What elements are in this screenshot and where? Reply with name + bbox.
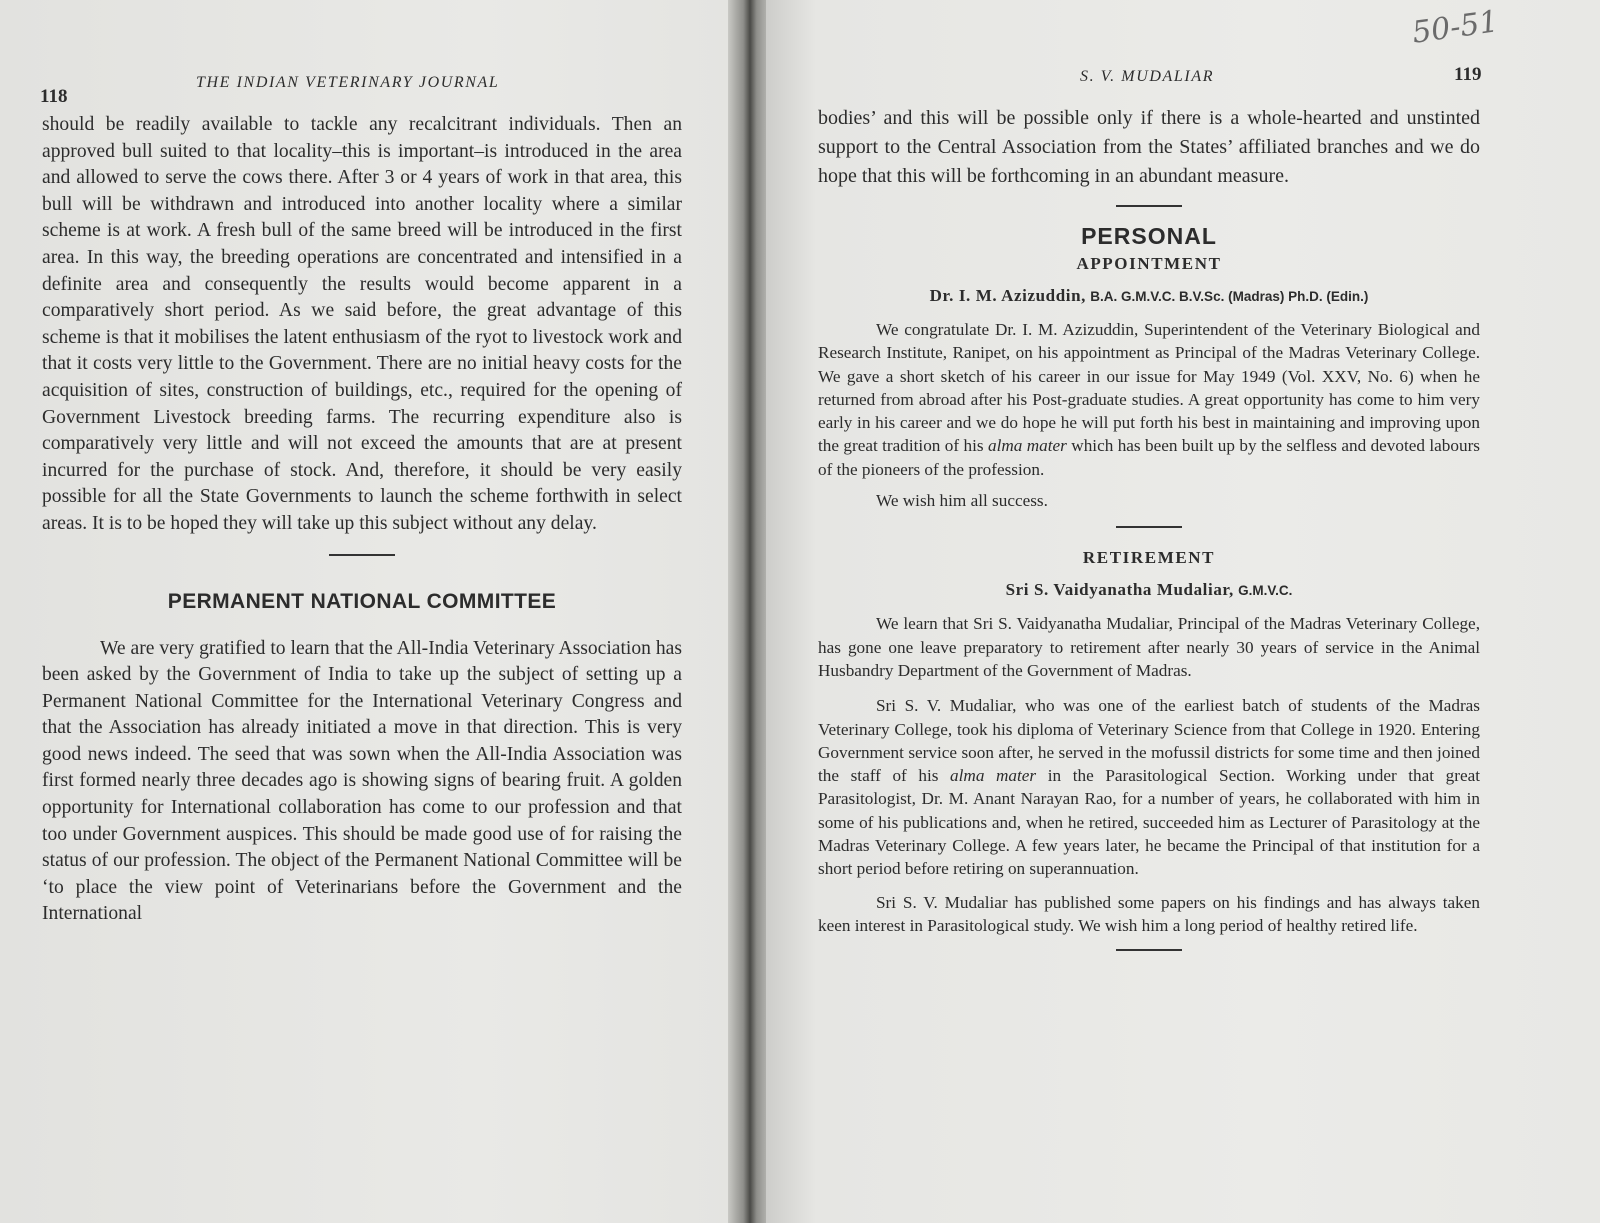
- person-degrees: B.A. G.M.V.C. B.V.Sc. (Madras) Ph.D. (Edin.): [1090, 289, 1369, 304]
- section-divider: [329, 554, 395, 556]
- person-name-text: Sri S. Vaidyanatha Mudaliar,: [1005, 580, 1234, 600]
- subheading: RETIREMENT: [1082, 548, 1216, 568]
- body-paragraph: We wish him all success.: [876, 491, 1048, 511]
- person-degrees: G.M.V.C.: [1238, 583, 1293, 599]
- body-paragraph: should be readily available to tackle any recalcitrant individuals. Then an approved bull suited to that locality–this is important–is introduced in the area and allowed to serve the cows there. After 3 or 4 years of work in that area, this bull will be withdrawn and introduced into another locality where a similar scheme is at work. A fresh bull of the same breed will be introduced in the first area. In this way, the breeding operations are concentrated and intensified in a definite area and consequently the results would become apparent in a comparatively short period. As we said before, the great advantage of this scheme is that it mobilises the latent enthusiasm of the ryot to livestock work and that it costs very little to the Government. There are no initial heavy costs for the acquisition of sites, construction of buildings, etc., required for the opening of Government Livestock breeding farms. The recurring expenditure also is comparatively very little and will not exceed the amounts that are at present incurred for the purchase of stock. And, therefore, it should be very easily possible for all the State Governments to launch the scheme forthwith in select areas. It is to be hoped they will take up this subject without any delay.: [42, 114, 682, 534]
- right-page: [766, 0, 1600, 1223]
- person-name: [818, 580, 1480, 600]
- section-heading: PERMANENT NATIONAL COMMITTEE: [167, 589, 557, 613]
- running-head: THE INDIAN VETERINARY JOURNAL: [196, 74, 500, 91]
- section-divider: [1116, 205, 1182, 207]
- paragraph-text: We congratulate Dr. I. M. Azizuddin, Superintendent of the Veterinary Biological and Research Institute, Ranipet, on his appointment as Principal of the Madras Veterinary College. We gave a short sketch of his career in our issue for May 1949 (Vol. XXV, No. 6) when he returned from abroad after his Post-graduate studies. A great opportunity has come to him very early in his career and we do hope he will put forth his best in maintaining and improving upon the great tradition of his: [818, 320, 1480, 456]
- section-divider: [1116, 949, 1182, 951]
- right-column: [818, 104, 1480, 951]
- person-name: [818, 286, 1480, 306]
- paragraph-text: in the Parasitological Section. Working under that great Parasitologist, Dr. M. Anant Narayan Rao, for a number of years, he collaborated with him in some of his publications and, when he retired, succeeded him as Lecturer of Parasitology at the Madras Veterinary College. A few years later, he became the Principal of that institution for a short period before retiring on superannuation.: [818, 766, 1480, 879]
- person-name-text: Dr. I. M. Azizuddin,: [929, 286, 1087, 305]
- body-paragraph: Sri S. V. Mudaliar has published some papers on his findings and has always taken keen interest in Parasitological study. We wish him a long period of healthy retired life.: [818, 892, 1480, 935]
- left-page: [0, 0, 740, 1223]
- left-column: [42, 112, 682, 928]
- paragraph-text: which has been built up by the selfless and devoted labours of the pioneers of the profession.: [818, 436, 1480, 479]
- body-paragraph: [818, 318, 1480, 481]
- body-paragraph: We learn that Sri S. Vaidyanatha Mudaliar, Principal of the Madras Veterinary College, has gone one leave preparatory to retirement after nearly 30 years of service in the Animal Husbandry Department of the Government of Madras.: [818, 614, 1480, 680]
- italic-phrase: alma mater: [950, 766, 1037, 786]
- section-divider: [1116, 526, 1182, 528]
- running-head: S. V. MUDALIAR: [1080, 68, 1215, 85]
- body-paragraph: bodies’ and this will be possible only if there is a whole-hearted and unstinted support to the Central Association from the States’ affiliated branches and we do hope that this will be forthcoming in an abundant measure.: [818, 107, 1480, 187]
- body-paragraph: We are very gratified to learn that the All-India Veterinary Association has been asked by the Government of India to take up the subject of setting up a Permanent National Committee for the International Veterinary Congress and that the Association has already initiated a move in that direction. This is very good news indeed. The seed that was sown when the All-India Association was first formed nearly three decades ago is showing signs of bearing fruit. A golden opportunity for International collaboration has come to our profession and that too under Government auspices. This should be made good use of for raising the status of our profession. The object of the Permanent National Committee will be ‘to place the view point of Veterinarians before the Government and the International: [42, 637, 682, 925]
- page-number: 118: [40, 86, 68, 107]
- section-heading: PERSONAL: [1081, 223, 1217, 249]
- page-number: 119: [1454, 64, 1482, 85]
- body-paragraph: [818, 694, 1480, 880]
- italic-phrase: alma mater: [987, 436, 1067, 456]
- paragraph-text: Sri S. V. Mudaliar, who was one of the earliest batch of students of the Madras Veterinary College, took his diploma of Veterinary Science from that College in 1920. Entering Government service soon after, he served in the mofussil districts for some time and then joined the staff of his: [818, 696, 1480, 786]
- subheading: APPOINTMENT: [1076, 254, 1222, 273]
- handwritten-note: 50-51: [1409, 4, 1501, 51]
